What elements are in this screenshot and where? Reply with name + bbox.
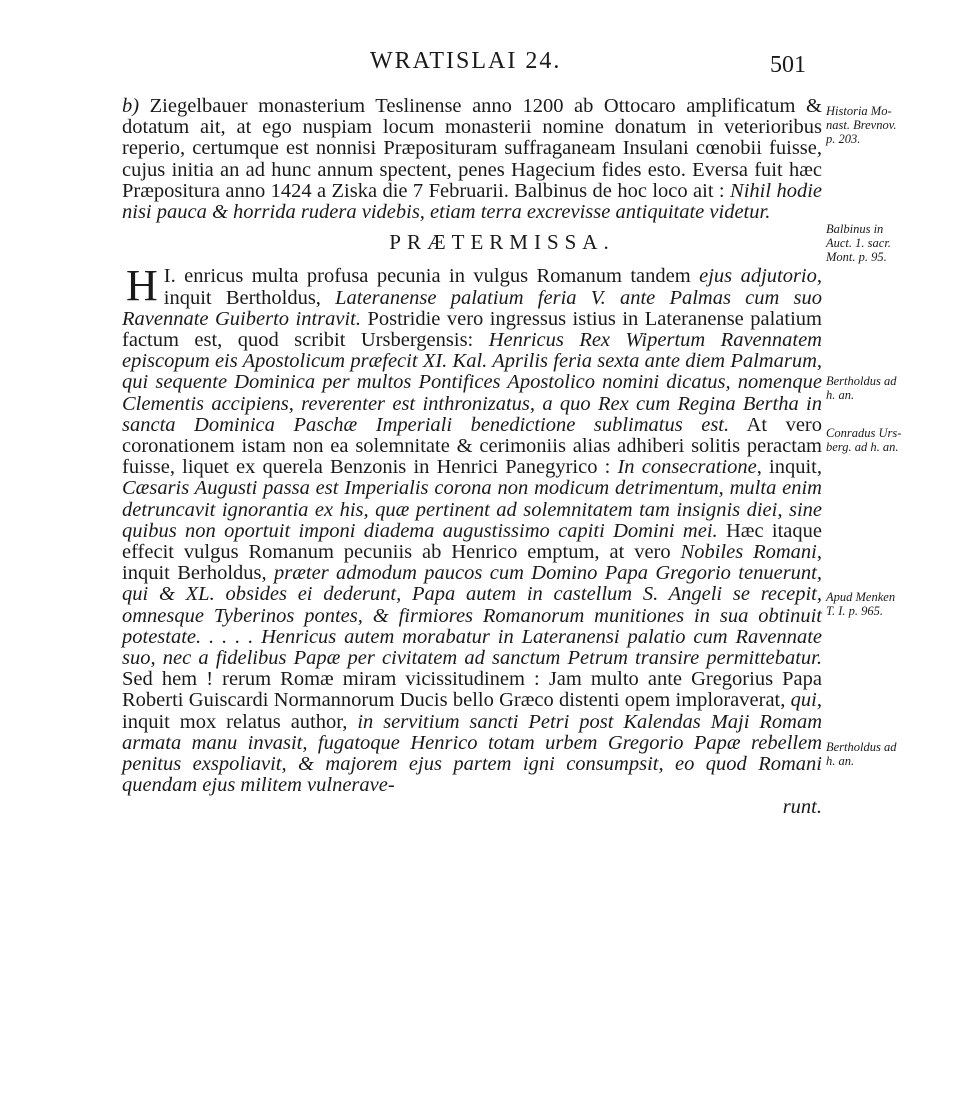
margin-note [826, 222, 944, 264]
body-text: , inquit, [756, 456, 822, 479]
margin-note [826, 374, 944, 402]
italic-quotation: Cæsaris Augusti passa est Imperialis corona non modicum detrimentum, multa enim detruncavit ignorantia ex his, quæ pertinent ad solemnitatem tam insignis diei, sine quibus non oportuit imponi diadema augustissimo capiti Domini mei. [122, 477, 822, 542]
margin-note-line: T. I. p. 965. [826, 604, 884, 618]
footnote-quote: Nihil hodie nisi pauca & horrida rudera videbis, etiam terra excrevisse antiquitate videtur. [122, 179, 823, 224]
footnote-b [122, 96, 822, 223]
margin-note [826, 590, 944, 618]
italic-quotation: In consecratione [617, 456, 757, 479]
body-text: At vero coronationem istam non ea solemnitate & cerimoniis alias adhiberi solitis peractam fuisse, liquet ex querela Benzonis in Henrici Panegyrico : [122, 413, 822, 479]
margin-note-line: berg. ad h. an. [826, 440, 899, 454]
italic-quotation: Nobiles Romani [680, 541, 817, 564]
item-one-paragraph [122, 261, 823, 797]
italic-quotation: Lateranense palatium feria V. ante Palmas cum suo Ravennate Guiberto intravit. [122, 286, 822, 330]
body-text: Hæc itaque effecit vulgus Romanum pecuniis ab Henrico emptum, at vero [122, 519, 822, 564]
margin-note-line: Apud Menken [826, 590, 896, 604]
footnote-marker: b) [122, 95, 140, 117]
body-text: Postridie vero ingressus istius in Lateranense palatium factum est, quod scribit Ursbergensis: [122, 307, 822, 352]
body-text: Sed hem ! rerum Romæ miram vicissitudinem : Jam multo ante Gregorius Papa Roberti Guiscardi Normannorum Ducis bello Græco distenti opem imploraverat, [122, 668, 822, 712]
trailing-word: runt. [782, 795, 822, 818]
margin-note-line: Auct. 1. sacr. [826, 236, 891, 250]
margin-note-line: Conradus Urs- [826, 426, 902, 440]
drop-cap: H [126, 261, 158, 311]
main-text [122, 96, 822, 818]
body-text: , inquit mox relatus author, [122, 689, 822, 733]
margin-note [826, 426, 944, 454]
italic-quotation: in servitium sancti Petri post Kalendas Maji Romam armata manu invasit, fugatoque Henrico totam urbem Gregorio Papæ rebellem penitus exspoliavit, & majorem ejus partem igni consumpsit, eo quod Romani quendam ejus militem vulnerave- [122, 710, 822, 797]
margin-note-line: nast. Brevnov. [826, 118, 897, 132]
body-text: , inquit Bertholdus, [163, 265, 823, 309]
body-text: enricus multa profusa pecunia in vulgus Romanum tandem [184, 265, 700, 288]
margin-note-line: Balbinus in [826, 222, 884, 236]
margin-note-line: h. an. [826, 388, 855, 402]
italic-quotation: Henricus Rex Wipertum Ravennatem episcopum eis Apostolicum præfecit XI. Kal. Aprilis feria sexta ante diem Palmarum, qui sequente Dominica per multos Pontifices Apostolico nomini dicatus, nomenque Clementis accipiens, reverenter est inthronizatus, a quo Rex cum Regina Bertha in sancta Dominica Paschæ Imperiali benedictione sublimatus est. [122, 329, 822, 436]
footnote-text: Ziegelbauer monasterium Teslinense anno 1200 ab Ottocaro amplificatum & dotatum ait, at ego nuspiam locum monasterii nomine donatum in veterioribus reperio, certumque est nonnisi Præposituram suffraganeam Insulani cœnobii fuisse, cujus initia an ad hunc annum spectent, penes Hagecium fides esto. Eversa fuit hæc Præpositura anno 1424 a Ziska die 7 Februarii. Balbinus de hoc loco ait : [122, 95, 823, 202]
italic-quotation: ejus adjutorio [699, 265, 817, 288]
body-text: , inquit Berholdus, [122, 541, 823, 585]
margin-note-line: Bertholdus ad [826, 740, 897, 754]
item-number: I. [163, 265, 176, 288]
margin-note-line: Historia Mo- [826, 104, 892, 118]
section-heading: PRÆTERMISSA. [389, 230, 615, 255]
margin-note-line: Mont. p. 95. [826, 250, 887, 264]
running-title: WRATISLAI 24. [370, 48, 562, 74]
page-number: 501 [770, 52, 806, 78]
italic-quotation: qui [790, 689, 817, 712]
margin-note [826, 104, 944, 146]
italic-quotation: præter admodum paucos cum Domino Papa Gregorio tenuerunt, qui & XL. obsides ei dederunt, Papa autem in castellum S. Angeli se recepit, omnesque Tyberinos pontes, & firmiores Romanorum munitiones in sua obtinuit potestate. . . . . Henricus autem morabatur in Lateranensi palatio cum Ravennate suo, nec a fidelibus Papæ per civitatem ad sanctum Petrum transire permittebatur. [122, 562, 822, 670]
margin-note-line: p. 203. [826, 132, 861, 146]
margin-note-line: Bertholdus ad [826, 374, 897, 388]
page-header [0, 48, 960, 88]
margin-note [826, 740, 944, 768]
margin-note-line: h. an. [826, 754, 855, 768]
